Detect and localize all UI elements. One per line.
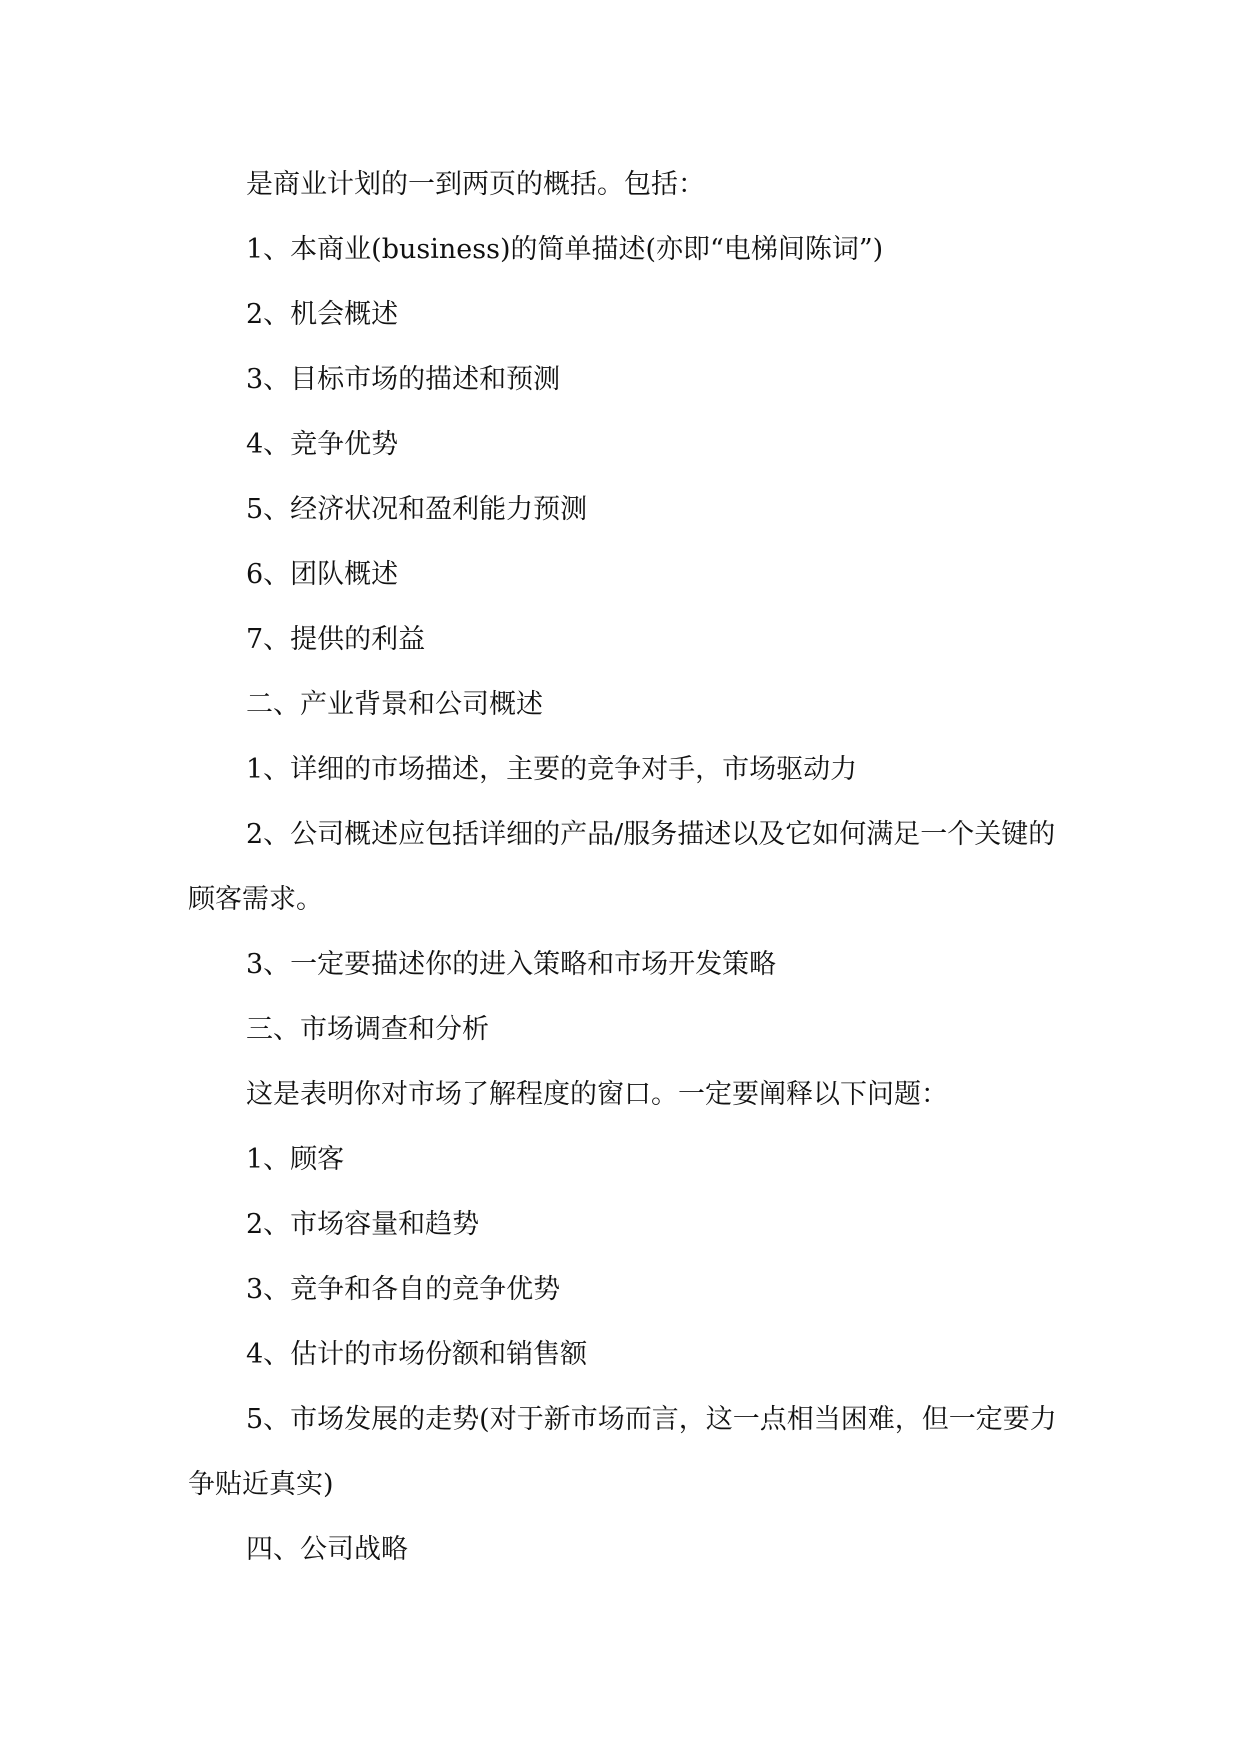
section-heading: 二、产业背景和公司概述: [246, 689, 543, 720]
paragraph-item: 1、顾客: [246, 1144, 345, 1175]
paragraph-item: 3、竞争和各自的竞争优势: [246, 1274, 561, 1305]
paragraph-item: 6、团队概述: [246, 559, 399, 590]
paragraph-item: 2、公司概述应包括详细的产品/服务描述以及它如何满足一个关键的顾客需求。: [188, 819, 1056, 915]
section-heading: 三、市场调查和分析: [246, 1014, 489, 1045]
paragraph-summary-intro: 是商业计划的一到两页的概括。包括：: [246, 169, 705, 200]
paragraph-item: 5、经济状况和盈利能力预测: [246, 494, 588, 525]
paragraph-item: 7、提供的利益: [246, 624, 426, 655]
paragraph-item: 1、本商业(business)的简单描述(亦即“电梯间陈词”): [246, 234, 884, 265]
section-heading: 四、公司战略: [246, 1534, 408, 1565]
paragraph-item: 5、市场发展的走势(对于新市场而言，这一点相当困难，但一定要力争贴近真实): [188, 1404, 1057, 1500]
paragraph-item: 4、估计的市场份额和销售额: [246, 1339, 588, 1370]
document-body: [188, 152, 1058, 1582]
paragraph-item: 1、详细的市场描述，主要的竞争对手，市场驱动力: [246, 754, 858, 785]
paragraph-item: 2、机会概述: [246, 299, 399, 330]
paragraph-item: 2、市场容量和趋势: [246, 1209, 480, 1240]
paragraph-intro: 这是表明你对市场了解程度的窗口。一定要阐释以下问题：: [246, 1079, 948, 1110]
paragraph-item: 4、竞争优势: [246, 429, 399, 460]
paragraph-item: 3、一定要描述你的进入策略和市场开发策略: [246, 949, 777, 980]
paragraph-item: 3、目标市场的描述和预测: [246, 364, 561, 395]
